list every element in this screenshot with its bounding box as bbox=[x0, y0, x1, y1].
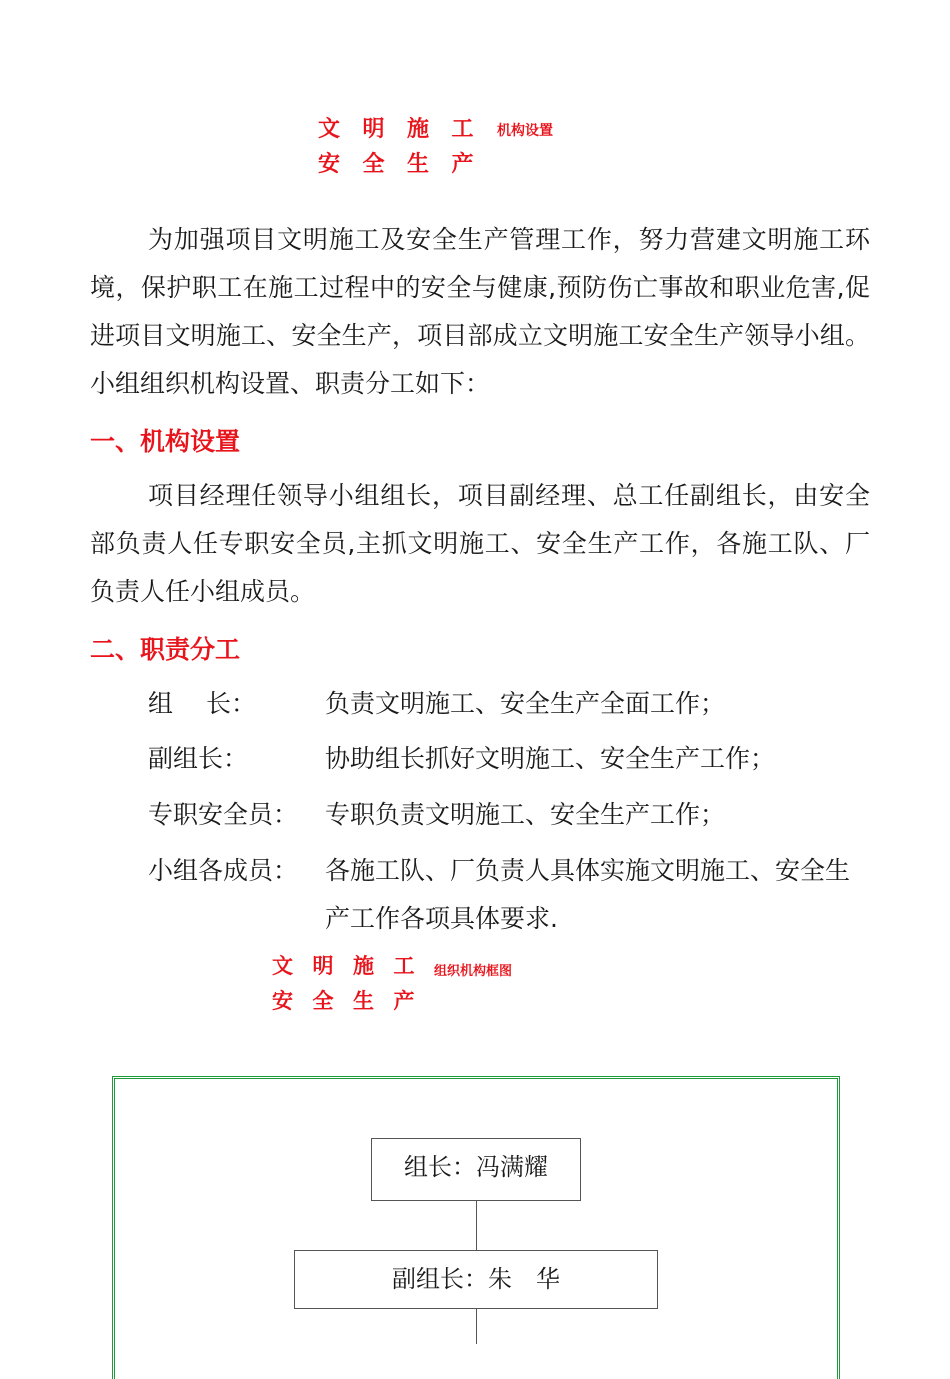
org-deputy-box bbox=[294, 1250, 658, 1309]
role-label: 专职安全员： bbox=[148, 800, 299, 829]
org-leader-label: 组长：冯满耀 bbox=[404, 1153, 548, 1181]
duty-text: 负责文明施工、安全生产全面工作； bbox=[325, 689, 726, 718]
duty-text: 协助组长抓好文明施工、安全生产工作； bbox=[325, 744, 776, 773]
section1-body: 项目经理任领导小组组长，项目副经理、总工任副组长，由安全部负责人任专职安全员,主抓文明施工、安全生产工作，各施工队、厂负责人任小组成员。 bbox=[90, 481, 870, 606]
duty-text: 专职负责文明施工、安全生产工作； bbox=[325, 800, 726, 829]
title1-suffix: 机构设置 bbox=[497, 123, 553, 139]
org-deputy-label: 副组长：朱 华 bbox=[392, 1265, 560, 1293]
section2-heading: 二、职责分工 bbox=[90, 635, 241, 664]
title1-line1: 文 明 施 工 bbox=[318, 117, 474, 142]
org-connector bbox=[476, 1201, 477, 1250]
section1-heading: 一、机构设置 bbox=[90, 427, 241, 456]
title2-line1: 文 明 施 工 bbox=[272, 954, 415, 978]
role-label: 小组各成员： bbox=[148, 856, 299, 885]
org-connector bbox=[476, 1309, 477, 1344]
role-label: 副组长： bbox=[148, 744, 249, 773]
org-leader-box bbox=[371, 1138, 581, 1201]
duty-text: 各施工队、厂负责人具体实施文明施工、安全生产工作各项具体要求. bbox=[325, 856, 851, 933]
title2-line2: 安 全 生 产 bbox=[272, 989, 415, 1013]
title2-suffix: 组织机构框图 bbox=[434, 964, 513, 979]
intro-paragraph: 为加强项目文明施工及安全生产管理工作，努力营建文明施工环境，保护职工在施工过程中的安全与健康,预防伤亡事故和职业危害,促进项目文明施工、安全生产，项目部成立文明施工安全生产领导小组。小组组织机构设置、职责分工如下： bbox=[90, 225, 870, 398]
role-label: 组 长： bbox=[148, 689, 256, 718]
title1-line2: 安 全 生 产 bbox=[318, 152, 474, 177]
